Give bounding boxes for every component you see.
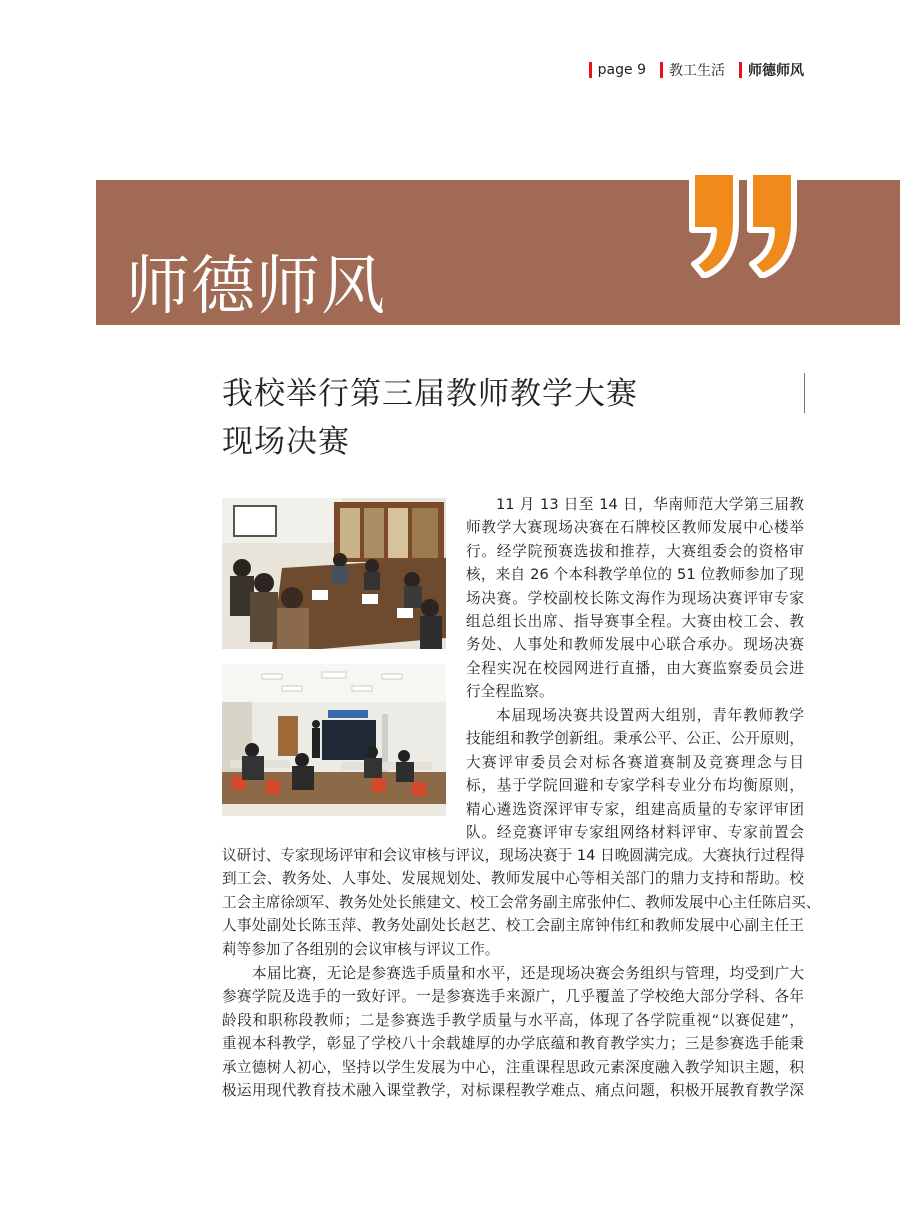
paragraph-2-wide — [222, 844, 821, 961]
article-title — [222, 370, 782, 466]
text-line: 场决赛。学校副校长陈文海作为现场决赛评审专家 — [466, 589, 804, 607]
text-line: 务处、人事处和教师发展中心联合承办。现场决赛 — [466, 636, 804, 654]
text-line: 组总组长出席、指导赛事全程。大赛由校工会、教 — [466, 612, 804, 630]
text-line: 极运用现代教育技术融入课堂教学，对标课程教学难点、痛点问题，积极开展教育教学深 — [222, 1081, 804, 1099]
text-line: 行。经学院预赛选拔和推荐，大赛组委会的资格审 — [466, 542, 804, 560]
text-line: 核，来自 26 个本科教学单位的 51 位教师参加了现 — [466, 566, 804, 584]
text-line: 队。经竞赛评审专家组网络材料评审、专家前置会 — [466, 823, 804, 841]
banner-title: 师德师风 — [126, 250, 386, 324]
text-line: 参赛学院及选手的一致好评。一是参赛选手来源广，几乎覆盖了学校绝大部分学科、各年 — [222, 988, 804, 1006]
text-line: 全程实况在校园网进行直播，由大赛监察委员会进 — [466, 659, 804, 677]
paragraph-1 — [466, 493, 804, 704]
text-line: 到工会、教务处、人事处、发展规划处、教师发展中心等相关部门的鼎力支持和帮助。校 — [222, 870, 804, 888]
breadcrumb-column — [739, 60, 804, 80]
text-line: 师教学大赛现场决赛在石牌校区教师发展中心楼举 — [466, 519, 804, 537]
red-bar-marker — [739, 62, 742, 78]
column-name: 师德师风 — [748, 63, 804, 79]
text-line: 大赛评审委员会对标各赛道赛制及竞赛理念与目 — [466, 753, 804, 771]
text-line: 技能组和教学创新组。秉承公平、公正、公开原则， — [466, 730, 804, 748]
article-title-line: 我校举行第三届教师教学大赛 — [222, 376, 638, 412]
text-line: 11 月 13 日至 14 日，华南师范大学第三届教 — [496, 496, 804, 513]
breadcrumb-section — [660, 60, 725, 80]
text-line: 工会主席徐颂军、教务处处长熊建文、校工会常务副主席张仲仁、教师发展中心主任陈启买、 — [222, 893, 821, 911]
text-line: 行全程监察。 — [466, 683, 554, 701]
title-divider — [804, 373, 805, 413]
text-line: 本届比赛，无论是参赛选手质量和水平，还是现场决赛会务组织与管理，均受到广大 — [252, 965, 804, 982]
page-number: page 9 — [597, 62, 646, 78]
text-line: 精心遴选资深评审专家，组建高质量的专家评审团 — [466, 800, 804, 818]
text-line: 莉等参加了各组别的会议审核与评议工作。 — [222, 940, 500, 958]
article-title-line: 现场决赛 — [222, 424, 350, 460]
breadcrumb-page — [589, 62, 646, 78]
text-line: 重视本科教学，彰显了学校八十余载雄厚的办学底蕴和教育教学实力；三是参赛选手能秉 — [222, 1035, 804, 1053]
text-line: 龄段和职称段教师；二是参赛选手教学质量与水平高，体现了各学院重视“以赛促建”， — [222, 1011, 804, 1029]
meeting-room-photo — [222, 498, 446, 649]
paragraph-3 — [222, 962, 804, 1102]
text-line: 本届现场决赛共设置两大组别，青年教师教学 — [496, 707, 804, 724]
red-bar-marker — [589, 62, 592, 78]
red-bar-marker — [660, 62, 663, 78]
text-line: 人事处副处长陈玉萍、教务处副处长赵艺、校工会副主席钟伟红和教师发展中心副主任王 — [222, 917, 804, 935]
text-line: 标，基于学院回避和专家学科专业分布均衡原则， — [466, 777, 804, 795]
section-name: 教工生活 — [669, 63, 725, 79]
header-breadcrumb — [589, 60, 804, 80]
paragraph-2-narrow — [466, 704, 804, 844]
quote-mark-icon — [684, 164, 806, 278]
classroom-photo — [222, 664, 446, 816]
text-line: 承立德树人初心，坚持以学生发展为中心，注重课程思政元素深度融入教学知识主题，积 — [222, 1058, 804, 1076]
text-line: 议研讨、专家现场评审和会议审核与评议，现场决赛于 14 日晚圆满完成。大赛执行过程得 — [222, 847, 805, 864]
